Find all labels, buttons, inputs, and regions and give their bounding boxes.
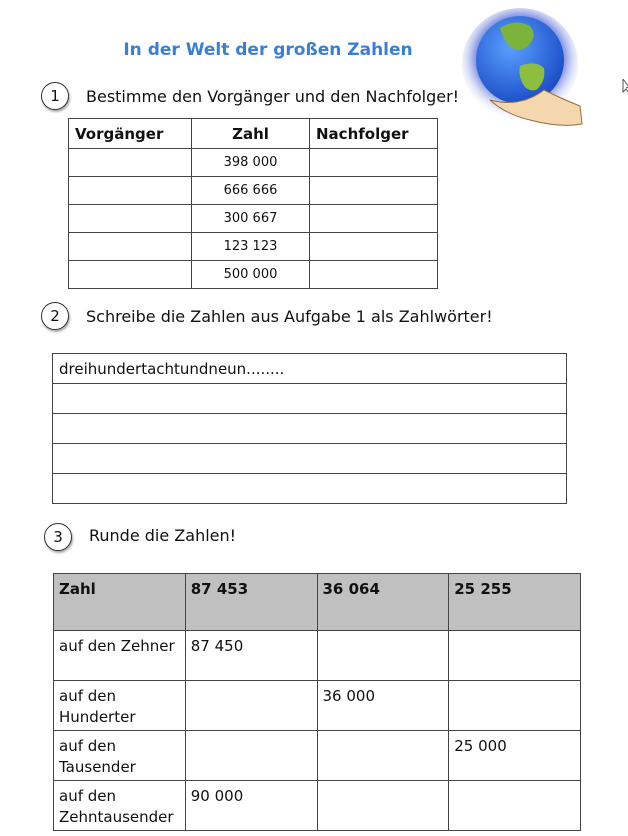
row-label: auf den Zehner (54, 631, 186, 681)
answer-cell[interactable] (69, 149, 192, 177)
row-label: auf den Zehntausender (54, 781, 186, 831)
column-header: 25 255 (449, 574, 581, 631)
writing-line-cell[interactable] (53, 384, 567, 414)
worksheet-title: In der Welt der großen Zahlen (123, 40, 413, 60)
answer-cell[interactable] (69, 233, 192, 261)
number-cell: 300 667 (192, 205, 310, 233)
answer-cell[interactable] (310, 177, 438, 205)
table-row (69, 149, 438, 177)
writing-line-cell[interactable]: dreihundertachtundneun........ (53, 354, 567, 384)
answer-cell[interactable] (317, 631, 449, 681)
table-row (54, 781, 581, 831)
table-row (69, 261, 438, 289)
task-instruction: Schreibe die Zahlen aus Aufgabe 1 als Zahlwörter! (86, 306, 493, 326)
task-number-badge: 1 (41, 82, 69, 110)
column-header: Zahl (192, 119, 310, 149)
row-label: auf den Tausender (54, 731, 186, 781)
answer-cell[interactable] (69, 205, 192, 233)
writing-line (53, 354, 567, 384)
column-header: Nachfolger (310, 119, 438, 149)
number-cell: 398 000 (192, 149, 310, 177)
answer-cell[interactable] (449, 631, 581, 681)
answer-cell[interactable] (69, 261, 192, 289)
writing-line-cell[interactable] (53, 414, 567, 444)
number-words-table (52, 353, 567, 504)
answer-cell[interactable] (317, 781, 449, 831)
answer-cell[interactable]: 36 000 (317, 681, 449, 731)
answer-cell[interactable] (69, 177, 192, 205)
column-header: 36 064 (317, 574, 449, 631)
table-row (54, 631, 581, 681)
task-number-badge: 3 (44, 523, 72, 551)
column-header: 87 453 (185, 574, 317, 631)
globe-in-hand-icon (460, 8, 586, 130)
table-row (54, 731, 581, 781)
table-row (69, 177, 438, 205)
number-cell: 123 123 (192, 233, 310, 261)
cursor-icon (622, 78, 628, 94)
answer-cell[interactable] (310, 149, 438, 177)
writing-line (53, 384, 567, 414)
table-row (69, 205, 438, 233)
answer-cell[interactable]: 87 450 (185, 631, 317, 681)
number-cell: 666 666 (192, 177, 310, 205)
task-instruction: Bestimme den Vorgänger und den Nachfolger! (86, 86, 460, 106)
answer-cell[interactable]: 90 000 (185, 781, 317, 831)
answer-cell[interactable] (310, 233, 438, 261)
answer-cell[interactable] (310, 205, 438, 233)
writing-line (53, 444, 567, 474)
number-cell: 500 000 (192, 261, 310, 289)
writing-line-cell[interactable] (53, 474, 567, 504)
row-label: auf den Hunderter (54, 681, 186, 731)
answer-cell[interactable] (310, 261, 438, 289)
predecessor-successor-table (68, 118, 438, 289)
rounding-table (53, 573, 581, 831)
answer-cell[interactable] (185, 681, 317, 731)
task-number-badge: 2 (41, 302, 69, 330)
answer-cell[interactable]: 25 000 (449, 731, 581, 781)
writing-line-cell[interactable] (53, 444, 567, 474)
answer-cell[interactable] (185, 731, 317, 781)
table-row (54, 681, 581, 731)
answer-cell[interactable] (449, 681, 581, 731)
column-header: Vorgänger (69, 119, 192, 149)
answer-cell[interactable] (317, 731, 449, 781)
task-2-heading (41, 302, 493, 330)
column-header: Zahl (54, 574, 186, 631)
answer-cell[interactable] (449, 781, 581, 831)
writing-line (53, 414, 567, 444)
task-1-heading (41, 82, 459, 110)
writing-line (53, 474, 567, 504)
task-instruction: Runde die Zahlen! (89, 525, 237, 545)
table-row (69, 233, 438, 261)
task-3-heading (44, 523, 236, 551)
